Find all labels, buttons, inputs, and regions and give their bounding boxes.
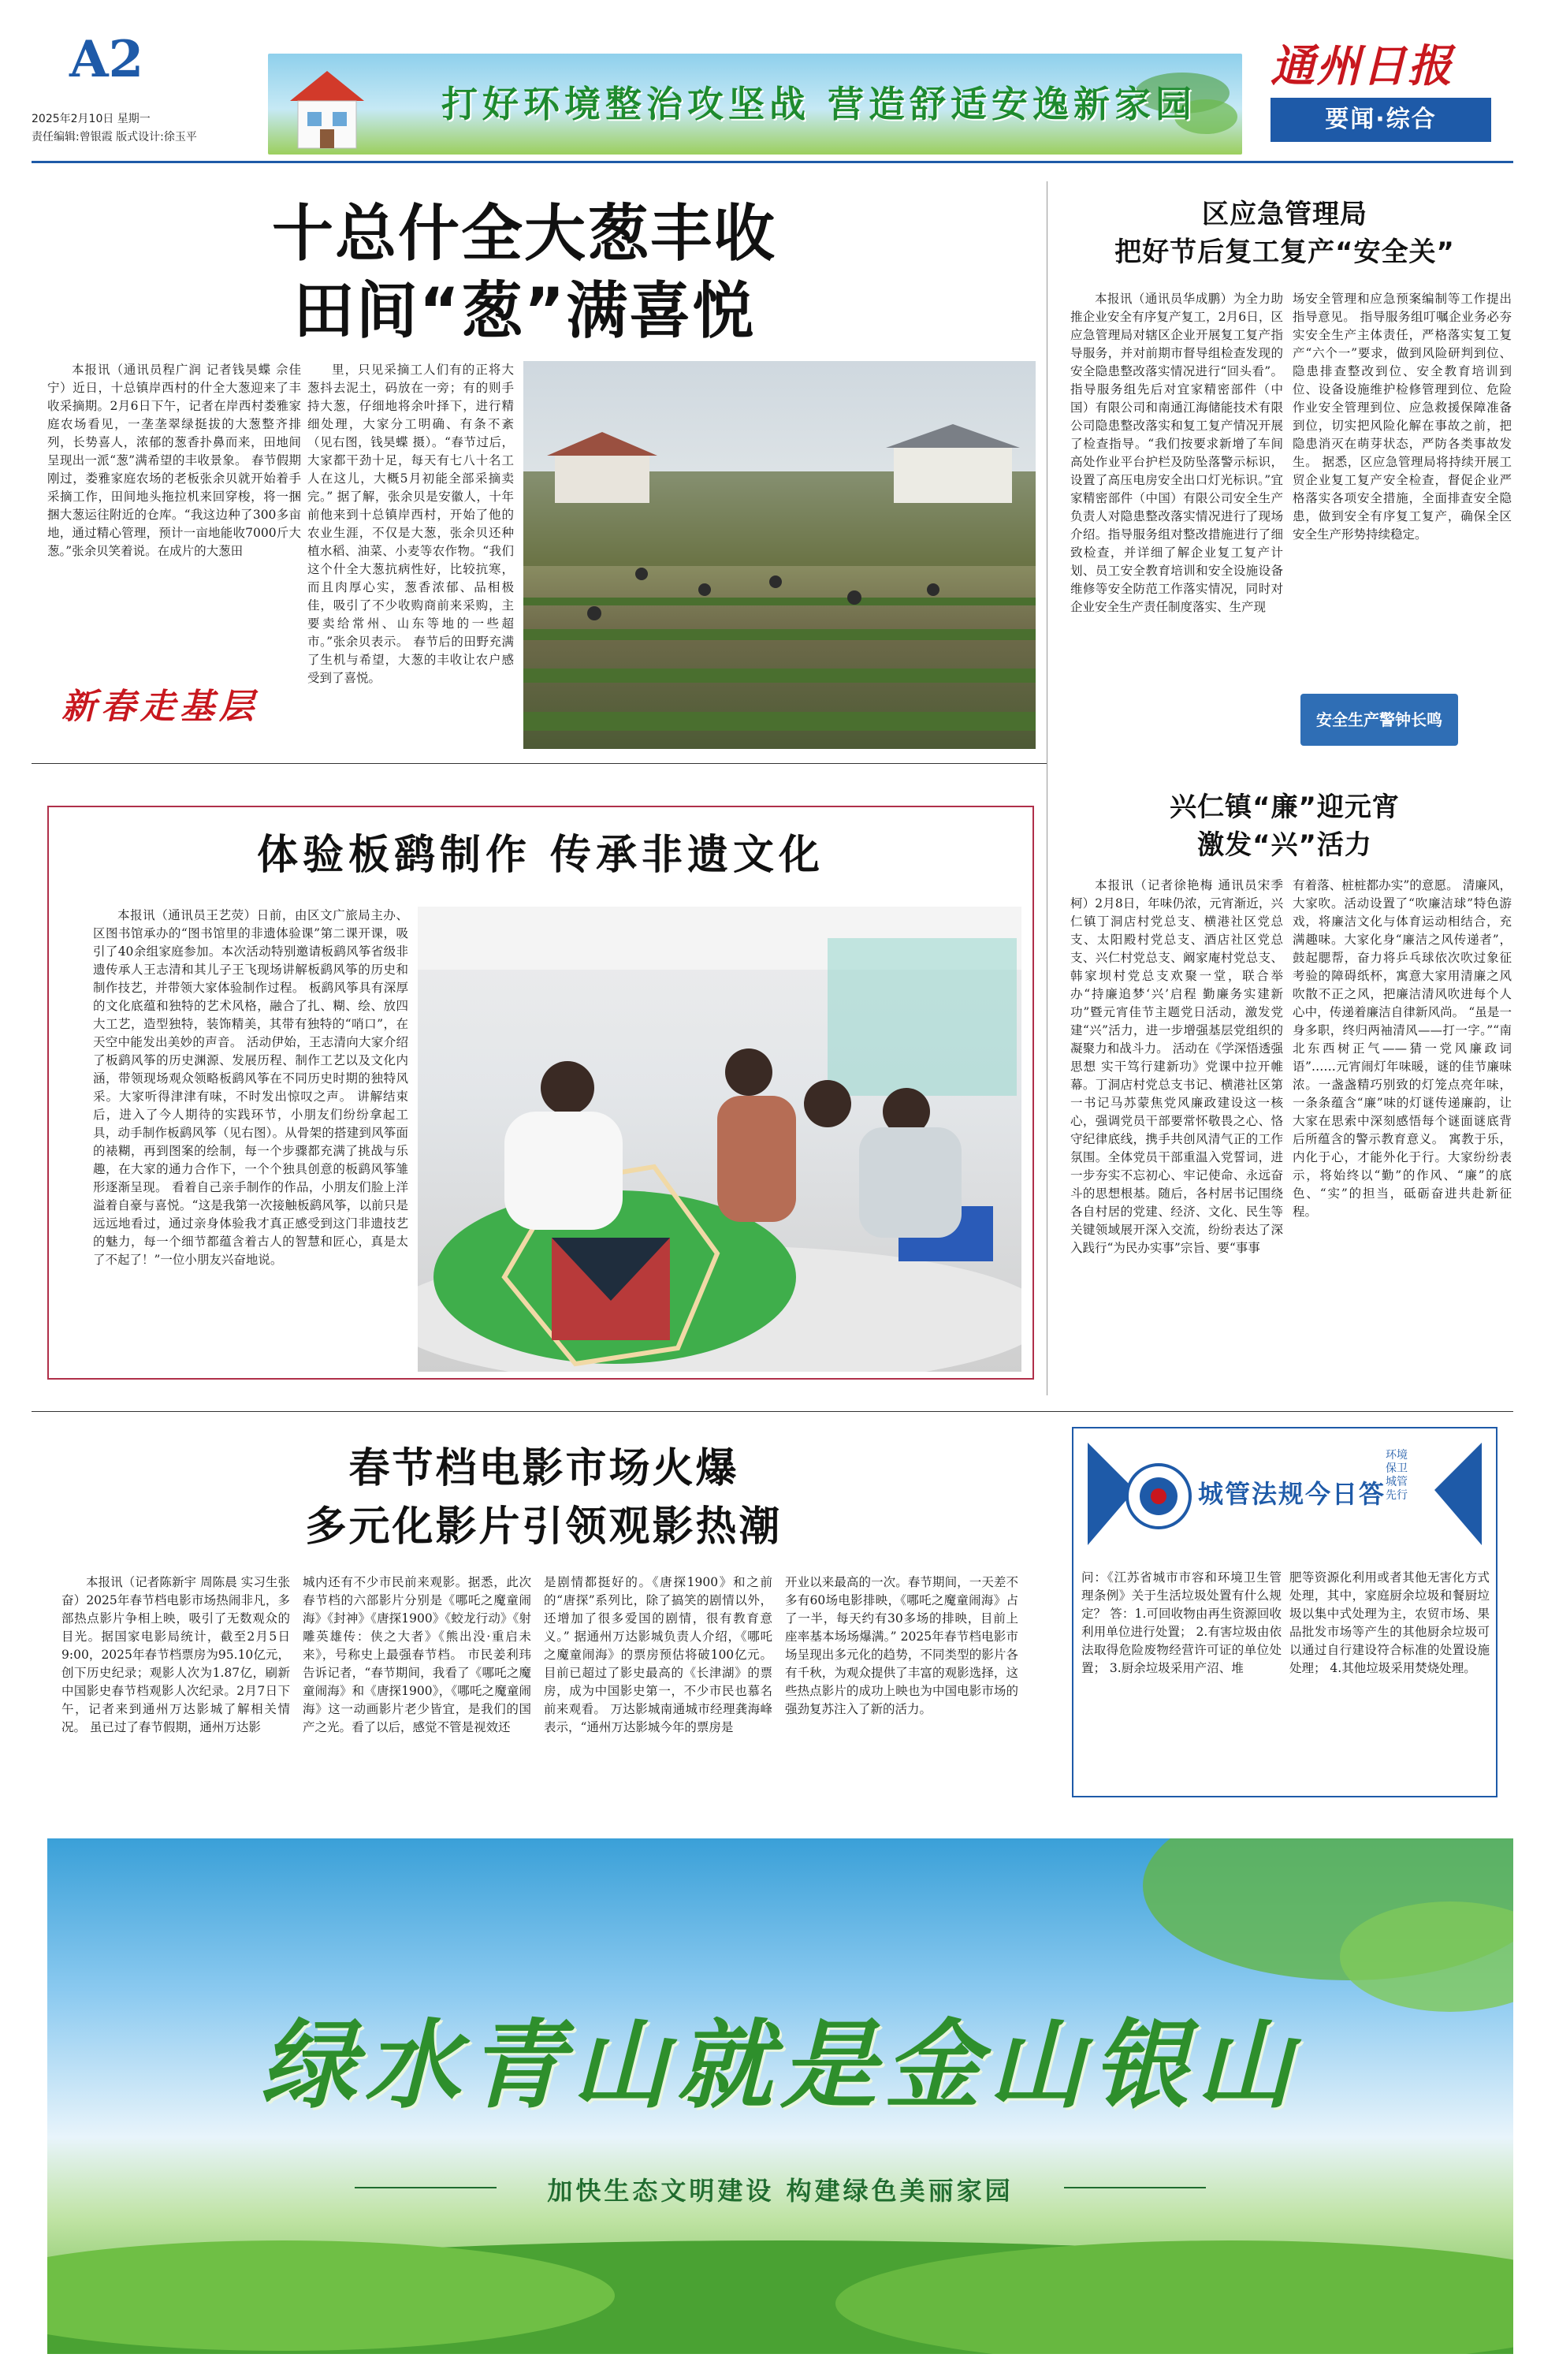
emergency-column-1	[1070, 290, 1283, 759]
editors-line: 责任编辑:曾银霞 版式设计:徐玉平	[32, 131, 197, 143]
section-label: 要闻·综合	[1271, 98, 1491, 142]
emergency-headline-line2: 把好节后复工复产“安全关”	[1114, 237, 1455, 268]
emergency-headline	[1056, 196, 1513, 271]
onion-column-1	[47, 361, 301, 678]
movie-headline-line1: 春节档电影市场火爆	[348, 1445, 739, 1492]
emergency-body-2: 场安全管理和应急预案编制等工作提出指导意见。 指导服务组叮嘱企业务必夯实安全生产主体责任，严格落实复工复产“六个一”要求，做到风险研判到位、隐患排查整改到位、安全教育培训到位、设备设施维护检修管理到位、危险作业安全管理到位、应急救援保障准备到位，切实把风险化解在事故之前，把隐患消灭在萌芽状态，严防各类事故发生。 据悉，区应急管理局将持续开展工贸企业复工复产安全检查，督促企业严格落实各项安全措施，全面排查安全隐患，做到安全有序复工复产，确保全区安全生产形势持续稳定。	[1293, 292, 1512, 542]
movie-column-1	[61, 1574, 290, 1802]
emergency-body-1: 本报讯（通讯员华成鹏）为全力助推企业安全有序复产复工，2月6日，区应急管理局对辖区企业开展复工复产指导服务，并对前期市督导组检查发现的安全隐患整改落实情况进行“回头看”。 指导服务组先后对宜家精密部件（中国）有限公司和南通江海储能技术有限公司隐患整改落实和复工复产情况开展了检查指导。“我们按要求新增了车间高处作业平台护栏及防坠落警示标识，设置了高压电房安全出口灯光标识。”宜家精密部件（中国）有限公司安全生产负责人对隐患整改落实情况进行了现场介绍。指导服务组对整改措施进行了细致检查，并详细了解企业复工复产计划、员工安全教育培训和安全设施设备维修等安全防范工作落实情况，同时对企业安全生产责任制度落实、生产现	[1070, 292, 1283, 614]
banner-title: 绿水青山就是金山银山	[260, 2008, 1300, 2121]
xingren-column-1	[1070, 877, 1283, 1381]
movie-column-2	[303, 1574, 531, 1802]
xingren-body-1: 本报讯（记者徐艳梅 通讯员宋季柯）2月8日，年味仍浓，元宵渐近，兴仁镇丁洞店村党总支、横港社区党总支、太阳殿村党总支、酒店社区党总支、兴仁村党总支、阚家庵村党总支、韩家坝村党总支欢聚一堂，联合举办“持廉追梦‘兴’启程 勤廉务实建新功”暨元宵佳节主题党日活动，激发党建“兴”活力，进一步增强基层党组织的凝聚力和战斗力。 活动在《学深悟透强思想 实干笃行建新功》党课中拉开帷幕。丁洞店村党总支书记、横港社区第一书记马苏蒙焦党风廉政建设这一核心，强调党员干部要常怀敬畏之心、恪守纪律底线，携手共创风清气正的工作氛围。全体党员干部重温入党誓词，进一步夯实不忘初心、牢记使命、永远奋斗的思想根基。随后，各村居书记围绕各自村居的党建、经济、文化、民生等关键领域展开深入交流，纷纷表达了深入践行“为民办实事”宗旨、要“事事	[1070, 878, 1283, 1255]
xingren-body-2: 有着落、桩桩都办实”的意愿。 清廉风，大家吹。活动设置了“吹廉洁球”特色游戏，将廉洁文化与体育运动相结合，充满趣味。大家化身“廉洁之风传递者”，鼓起腮帮，奋力将乒乓球依次吹过象征考验的障碍纸杯，寓意大家用清廉之风吹散不正之风，把廉洁清风吹进每个人心中，传递着廉洁自律新风尚。 “虽是一身多职，终归两袖清风——打一字。”“南北东西树正气——猜一党风廉政词语”……元宵闹灯年味暖，谜的佳节廉味浓。一盏盏精巧别致的灯笼点亮年味，一条条蕴含“廉”味的灯谜传递廉韵，让大家在思索中深刻感悟每个谜面谜底背后所蕴含的警示教育意义。 寓教于乐，内化于心，才能外化于行。大家纷纷表示，将始终以“勤”的作风、“廉”的底色、“实”的担当，砥砺奋进共赴新征程。	[1293, 878, 1512, 1219]
banner-slogan: 打好环境整治攻坚战 营造舒适安逸新家园	[441, 83, 1197, 125]
law-logo-side: 环境保卫 城管先行	[1386, 1449, 1408, 1502]
new-spring-logo	[61, 678, 298, 749]
subtitle-rule-right	[1064, 2187, 1206, 2188]
law-body-1: 问：《江苏省城市市容和环境卫生管理条例》关于生活垃圾处置有什么规定？ 答：1.可回收物由再生资源回收利用单位进行处置； 2.有害垃圾由依法取得危险废物经营许可证的单位处置； 3.厨余垃圾采用产沼、堆	[1081, 1570, 1282, 1675]
emergency-headline-line1: 区应急管理局	[1202, 199, 1367, 230]
kite-headline: 体验板鹞制作 传承非遗文化	[256, 832, 825, 879]
movie-body-4: 开业以来最高的一次。春节期间，一天差不多有60场电影排映，《哪吒之魔童闹海》占了一半，每天约有30多场的排映，目前上座率基本场场爆满。” 2025年春节档电影市场呈现出多元化的趋势，不同类型的影片各有千秋，为观众提供了丰富的观影选择，这些热点影片的成功上映也为中国电影市场的强劲复苏注入了新的活力。	[785, 1575, 1018, 1716]
onion-headline	[47, 196, 1001, 350]
onion-body-2: 里，只见采摘工人们有的正将大葱抖去泥土，码放在一旁；有的则手持大葱，仔细地将余叶择下，进行精细处理，大家分工明确、有条不紊（见右图，钱昊蝶 摄）。“春节过后，大家都干劲十足，每天有七八十名工人在这儿，大概5月初能全部采摘卖完。” 据了解，张余贝是安徽人，十年前他来到十总镇岸西村，开始了他的农业生涯，不仅是大葱，张余贝还种植水稻、油菜、小麦等农作物。“我们这个什全大葱抗病性好，比较抗寒，而且肉厚心实，葱香浓郁、品相极佳，吸引了不少收购商前来采购，主要卖给常州、山东等地的一些超市。”张余贝表示。 春节后的田野充满了生机与希望，大葱的丰收让农户感受到了喜悦。	[307, 363, 514, 685]
header-rule	[32, 161, 1513, 163]
house-illustration	[284, 60, 370, 153]
xingren-headline-line2: 激发“兴”活力	[1197, 829, 1372, 861]
divider	[32, 763, 1047, 764]
onion-headline-line1: 十总什全大葱丰收	[271, 199, 776, 270]
page-number: A2	[69, 30, 144, 89]
onion-column-2	[307, 361, 514, 739]
kite-column	[93, 907, 408, 1372]
kite-body: 本报讯（通讯员王艺荧）日前，由区文广旅局主办、区图书馆承办的“图书馆里的非遗体验课”第二课开课，吸引了40余组家庭参加。本次活动特别邀请板鹞风筝省级非遗传承人王志清和其儿子王飞现场讲解板鹞风筝的历史和制作技艺，并带领大家体验制作过程。 板鹞风筝具有深厚的文化底蕴和独特的艺术风格，融合了扎、糊、绘、放四大工艺，造型独特，装饰精美，其带有独特的“哨口”，在天空中能发出美妙的声音。 活动伊始，王志清向大家介绍了板鹞风筝的历史渊源、发展历程、制作工艺以及文化内涵，带领现场观众领略板鹞风筝在不同历史时期的独特风采。大家听得津津有味，不时发出惊叹之声。 讲解结束后，进入了今人期待的实践环节，小朋友们纷纷拿起工具，动手制作板鹞风筝（见右图）。从骨架的搭建到风筝面的裱糊，再到图案的绘制，每一个步骤都充满了挑战与乐趣，在大家的通力合作下，一个个独具创意的板鹞风筝雏形逐渐呈现。 看着自己亲手制作的作品，小朋友们脸上洋溢着自豪与喜悦。“这是我第一次接触板鹞风筝，以前只是远远地看过，通过亲身体验我才真正感受到这门非遗技艺的魅力，每一个细节都蕴含着古人的智慧和匠心，真是太了不起了！”一位小朋友兴奋地说。	[93, 908, 408, 1267]
xingren-headline-line1: 兴仁镇“廉”迎元宵	[1170, 791, 1400, 823]
onion-headline-line2: 田间“葱”满喜悦	[292, 276, 756, 347]
banner-subtitle: 加快生态文明建设 构建绿色美丽家园	[547, 2176, 1014, 2206]
movie-column-3	[544, 1574, 772, 1802]
law-column-2	[1289, 1569, 1490, 1790]
field-scene	[523, 361, 1036, 749]
top-banner	[268, 54, 1242, 155]
subtitle-rule-left	[355, 2187, 497, 2188]
movie-headline-line2: 多元化影片引领观影热潮	[305, 1503, 783, 1551]
divider	[32, 1411, 1513, 1412]
law-logo-title: 城管法规今日答	[1198, 1479, 1386, 1509]
movie-body-1: 本报讯（记者陈新宇 周陈晨 实习生张奋）2025年春节档电影市场热闹非凡，多部热点影片争相上映，吸引了无数观众的目光。据国家电影局统计，截至2月5日9:00，2025年春节档票房为95.10亿元，创下历史纪录；观影人次为1.87亿，刷新中国影史春节档观影人次纪录。2月7日下午，记者来到通州万达影城了解相关情况。 虽已过了春节假期，通州万达影	[61, 1575, 290, 1734]
workshop-scene	[418, 907, 1021, 1372]
movie-headline	[47, 1440, 1040, 1556]
movie-body-3: 是剧情都挺好的。《唐探1900》和之前的“唐探”系列比，除了搞笑的剧情以外，还增加了很多爱国的剧情，很有教育意义。” 据通州万达影城负责人介绍，《哪吒之魔童闹海》的票房预估将破100亿元。目前已超过了影史最高的《长津湖》的票房，成为中国影史第一，不少市民也慕名前来观看。 万达影城南通城市经理龚海峰表示，“通州万达影城今年的票房是	[544, 1575, 772, 1734]
safety-logo: 安全生产警钟长鸣	[1300, 694, 1458, 746]
movie-body-2: 城内还有不少市民前来观影。据悉，此次春节档的六部影片分别是《哪吒之魔童闹海》《封神》《唐探1900》《蛟龙行动》《射雕英雄传：侠之大者》《熊出没·重启未来》，号称史上最强春节档。 市民姜利玮告诉记者，“春节期间，我看了《哪吒之魔童闹海》和《唐探1900》，《哪吒之魔童闹海》这一动画影片老少皆宜，是我们的国产之光。看了以后，感觉不管是视效还	[303, 1575, 531, 1734]
emergency-column-2	[1293, 290, 1512, 684]
law-column-1	[1081, 1569, 1282, 1790]
movie-column-4	[785, 1574, 1018, 1802]
xingren-headline	[1056, 788, 1513, 864]
onion-body-1: 本报讯（通讯员程广润 记者钱昊蝶 佘佳宁）近日，十总镇岸西村的什全大葱迎来了丰收采摘期。2月6日下午，记者在岸西村娄雅家庭农场看见，一垄垄翠绿挺拔的大葱整齐排列，长势喜人，浓郁的葱香扑鼻而来，田地间呈现出一派“葱”满希望的丰收景象。 春节假期刚过，娄雅家庭农场的老板张余贝就开始着手采摘工作，田间地头拖拉机来回穿梭，将一捆捆大葱运往附近的仓库。“我这边种了300多亩地，通过精心管理，预计一亩地能收7000斤大葱。”张余贝笑着说。在成片的大葱田	[47, 363, 301, 558]
kite-workshop-photo	[418, 907, 1021, 1372]
newspaper-masthead: 通州日报	[1271, 40, 1453, 92]
xingren-column-2	[1293, 877, 1512, 1381]
bottom-banner	[47, 1838, 1513, 2354]
column-logo-text: 新春走基层	[61, 687, 259, 727]
issue-date: 2025年2月10日 星期一	[32, 113, 151, 125]
onion-field-photo	[523, 361, 1036, 749]
law-body-2: 肥等资源化利用或者其他无害化方式处理，其中，家庭厨余垃圾和餐厨垃圾以集中式处理为主，农贸市场、果品批发市场等产生的其他厨余垃圾可以通过自行建设符合标准的处置设施处理； 4.其他垃圾采用焚烧处理。	[1289, 1570, 1490, 1675]
law-logo-panel	[1088, 1443, 1482, 1545]
